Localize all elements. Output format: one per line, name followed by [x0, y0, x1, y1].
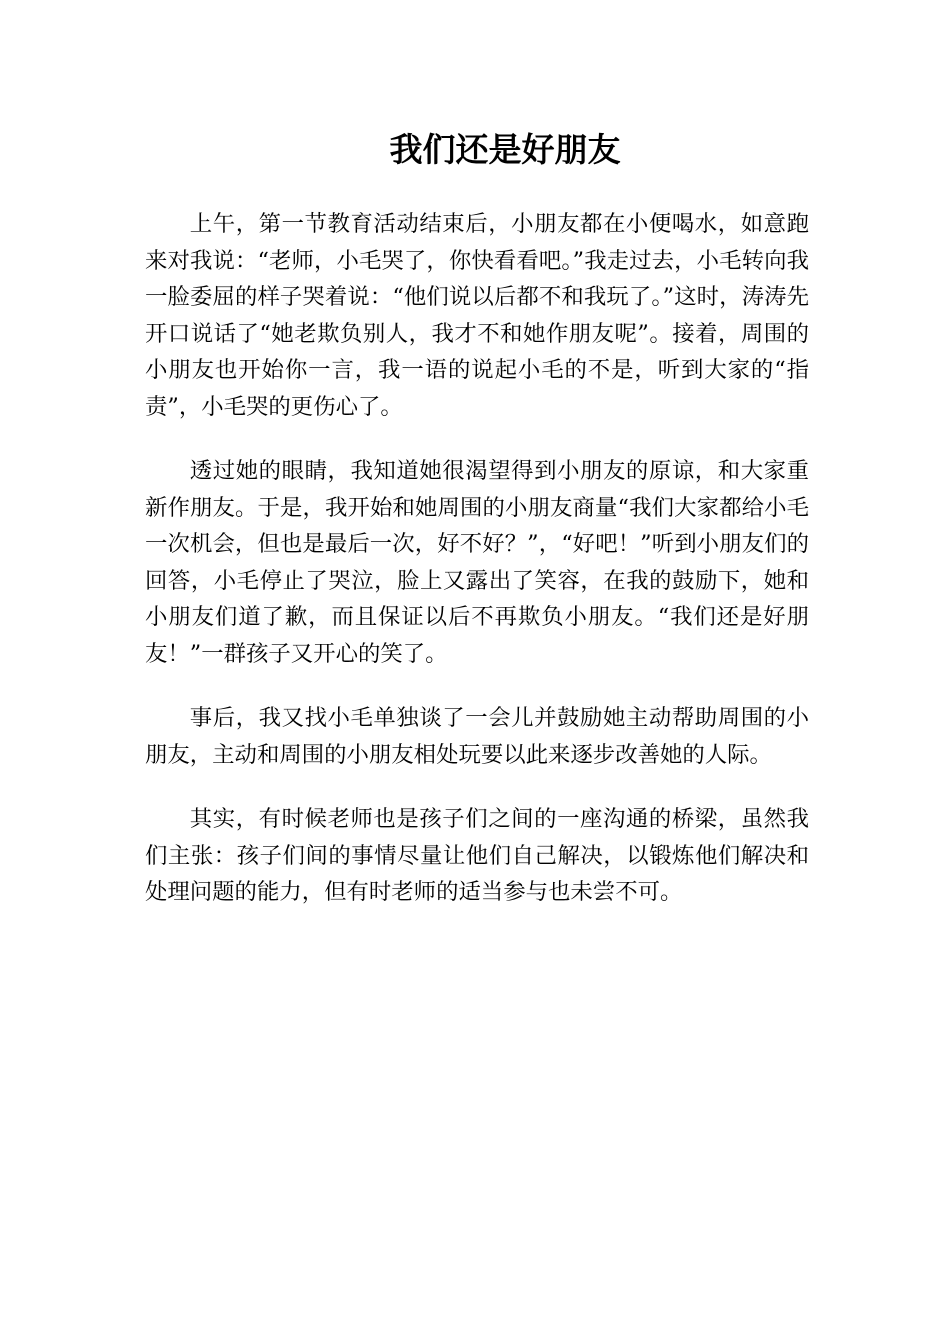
paragraph-1: 上午，第一节教育活动结束后，小朋友都在小便喝水，如意跑来对我说：“老师，小毛哭了，你快看看吧。”我走过去，小毛转向我一脸委屈的样子哭着说：“他们说以后都不和我玩了。”这时，涛涛先开口说话了“她老欺负别人，我才不和她作朋友呢”。接着，周围的小朋友也开始你一言，我一语的说起小毛的不是，听到大家的“指责”，小毛哭的更伤心了。 — [145, 211, 809, 420]
paragraph-3: 事后，我又找小毛单独谈了一会儿并鼓励她主动帮助周围的小朋友，主动和周围的小朋友相处玩要以此来逐步改善她的人际。 — [145, 705, 809, 768]
paragraph-2: 透过她的眼睛，我知道她很渴望得到小朋友的原谅，和大家重新作朋友。于是，我开始和她周围的小朋友商量“我们大家都给小毛一次机会，但也是最后一次，好不好？”，“好吧！”听到小朋友们的回答，小毛停止了哭泣，脸上又露出了笑容，在我的鼓励下，她和小朋友们道了歉，而且保证以后不再欺负小朋友。“我们还是好朋友！”一群孩子又开心的笑了。 — [145, 458, 809, 667]
document-body — [145, 206, 809, 911]
document-title: 我们还是好朋友 — [389, 130, 621, 169]
paragraph-4: 其实，有时候老师也是孩子们之间的一座沟通的桥梁，虽然我们主张：孩子们间的事情尽量让他们自己解决，以锻炼他们解决和处理问题的能力，但有时老师的适当参与也未尝不可。 — [145, 806, 809, 905]
